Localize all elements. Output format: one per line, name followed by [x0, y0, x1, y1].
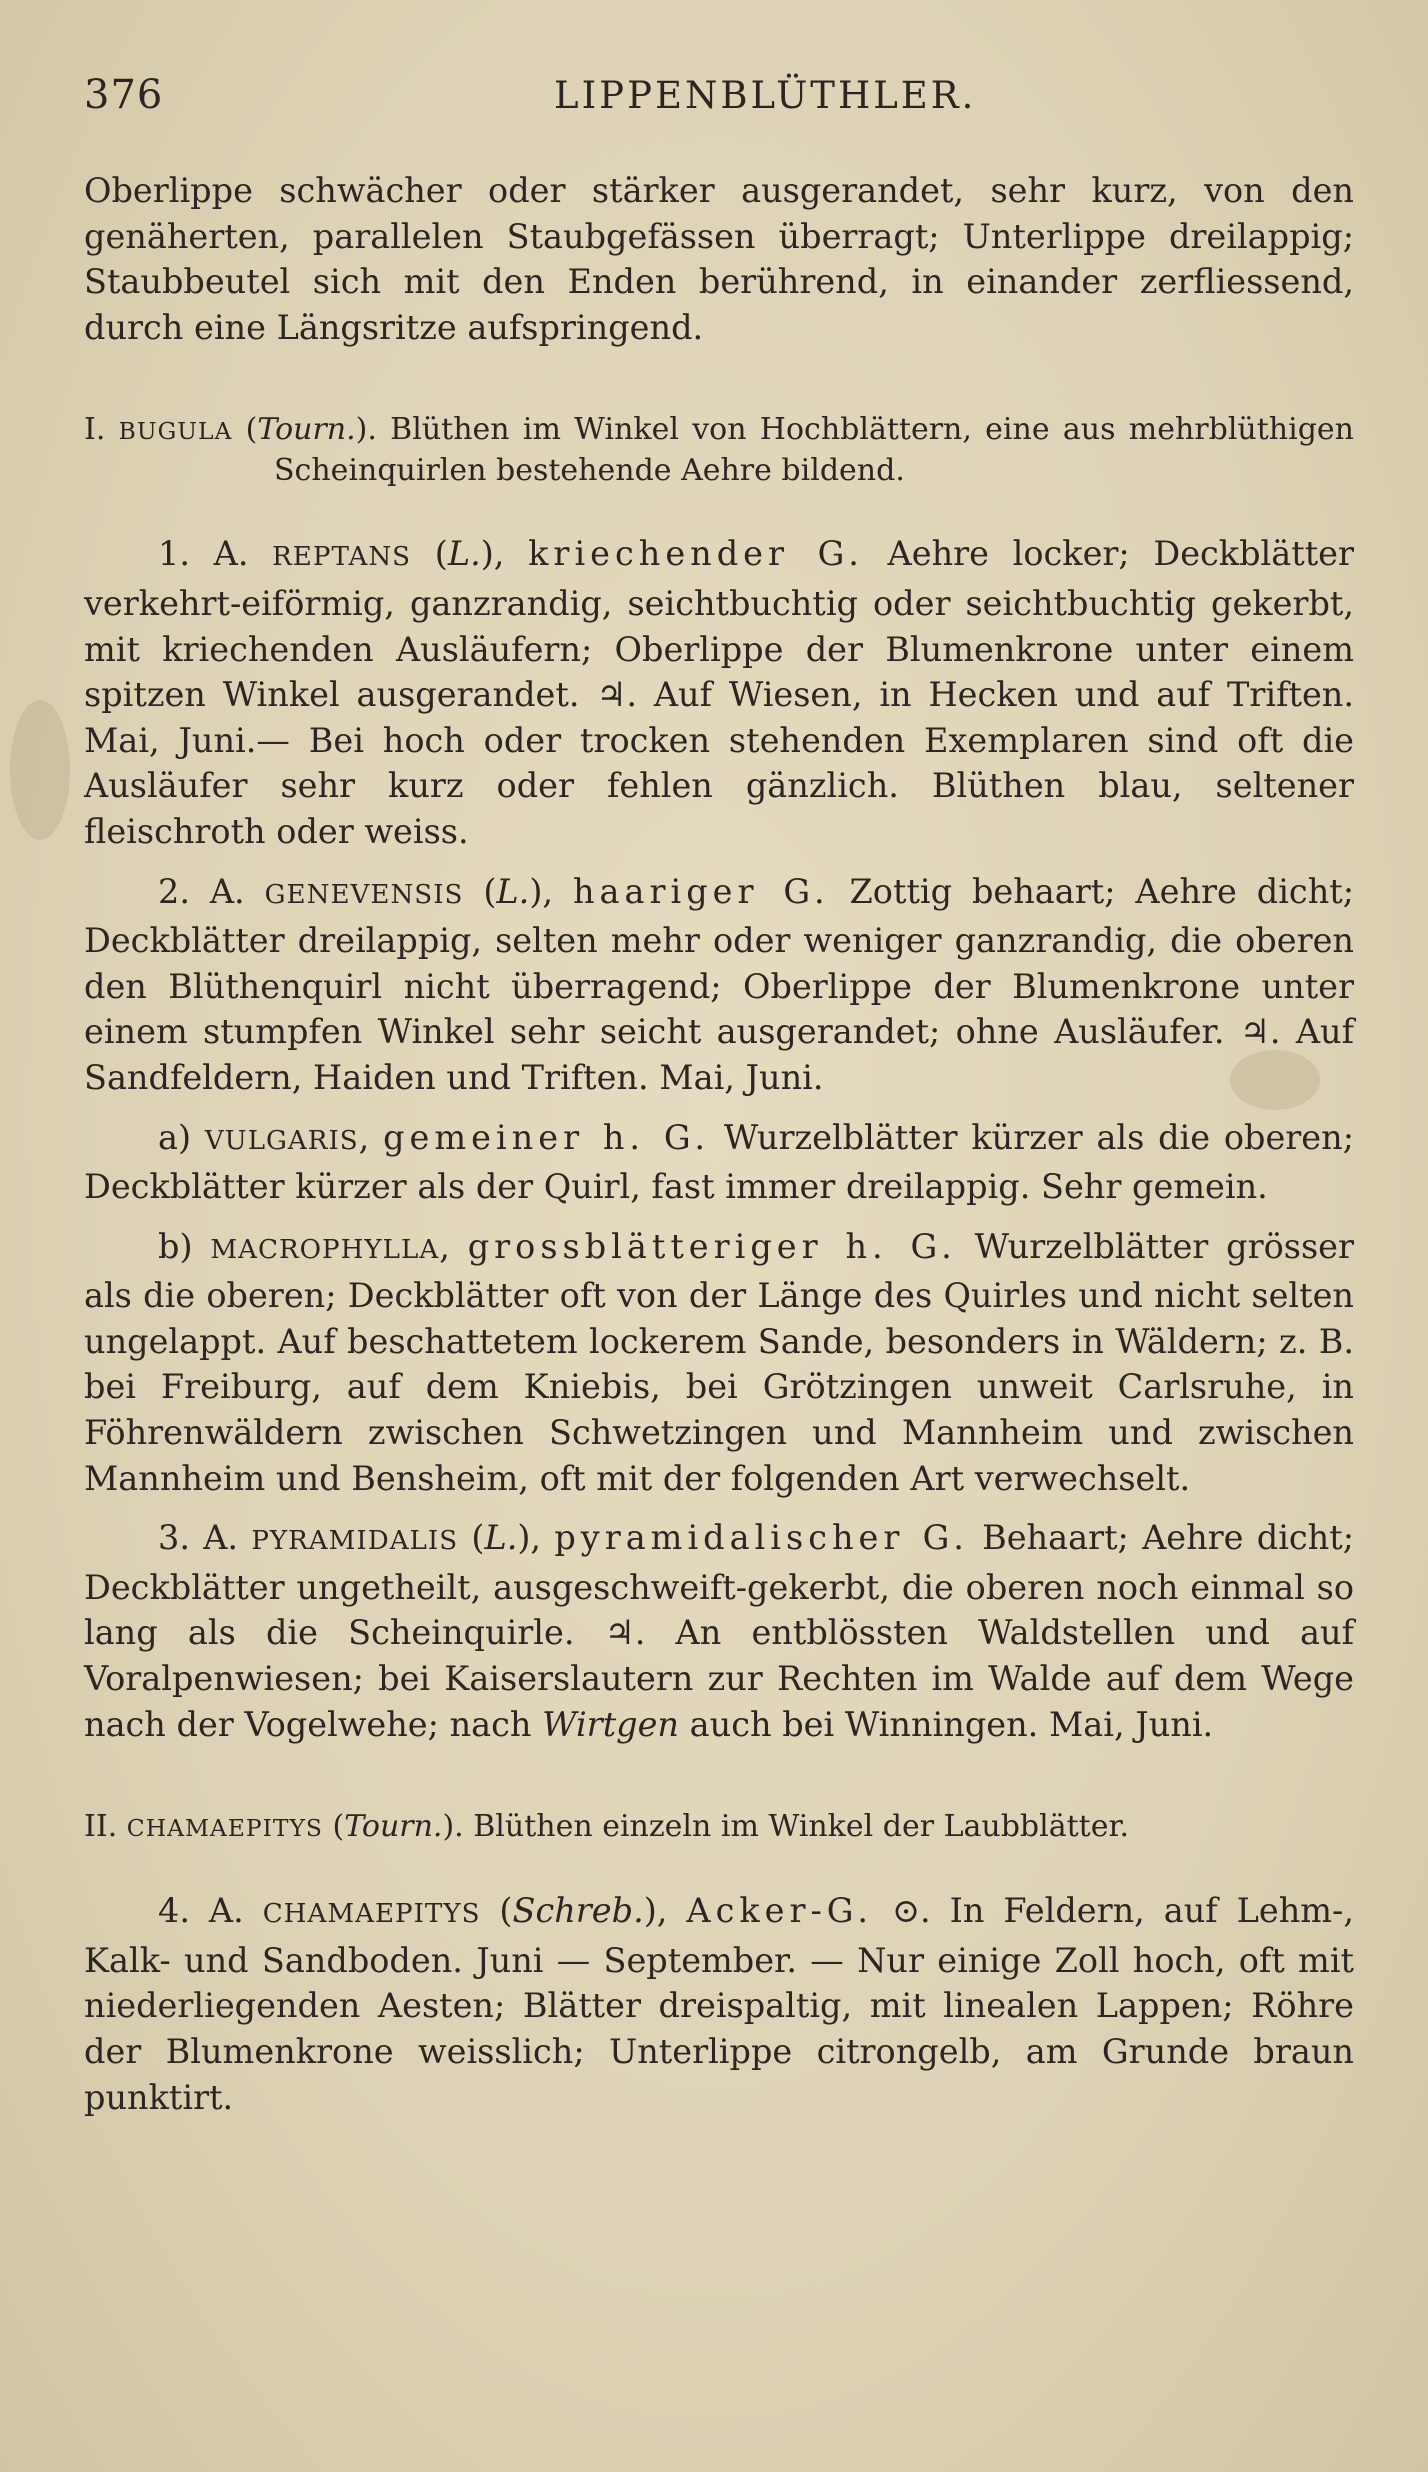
species-number: 4. A. [158, 1891, 244, 1931]
variety-macrophylla: b) MACROPHYLLA, grossblätteriger h. G. Wurzelblätter grösser als die oberen; Deckblätter oft von der Länge des Quirles und nicht selten ungelappt. Auf beschattetem lockerem Sande, besonders in Wäldern; z. B. bei Freiburg, auf dem Kniebis, bei Grötzingen unweit Carlsruhe, in Föhrenwäldern zwischen Schwetzingen und Mannheim und zwischen Mannheim und Bensheim, oft mit der folgenden Art verwechselt. [84, 1226, 1355, 1498]
species-text-end: auch bei Winningen. Mai, Juni. [689, 1704, 1214, 1744]
species-authority: L. [447, 534, 481, 574]
species-common-name: Acker-G. [686, 1891, 874, 1931]
section-text: Blüthen im Winkel von Hochblättern, eine aus mehrblüthigen Scheinquirlen bestehende Aehre bildend. [274, 412, 1354, 489]
variety-name: MACROPHYLLA [210, 1234, 440, 1265]
species-text: Aehre locker; Deckblätter verkehrt-eiförmig, ganzrandig, seichtbuchtig oder seichtbuchtig gekerbt, mit kriechenden Ausläufern; Oberlippe der Blumenkrone unter einem spitzen Winkel ausgerandet. ♃. Auf Wiesen, in Hecken und auf Triften. Mai, Juni.— Bei hoch oder trocken stehenden Exemplaren sind oft die Ausläufer sehr kurz oder fehlen gänzlich. Blüthen blau, seltener fleischroth oder weiss. [84, 534, 1355, 851]
variety-common-name: gemeiner h. G. [383, 1117, 711, 1157]
variety-text: Wurzelblätter kürzer als die oberen; Deckblätter kürzer als der Quirl, fast immer dreilappig. Sehr gemein. [84, 1117, 1354, 1207]
annual-symbol: ⊙. [891, 1891, 931, 1931]
species-text: Behaart; Aehre dicht; Deckblätter ungetheilt, ausgeschweift-gekerbt, die oberen noch einmal so lang als die Scheinquirle. ♃. An entblössten Waldstellen und auf Voralpenwiesen; bei Kaiserslautern zur Rechten im Walde auf dem Wege nach der Vogelwehe; nach [84, 1518, 1354, 1744]
species-text: In Feldern, auf Lehm-, Kalk- und Sandboden. Juni — September. — Nur einige Zoll hoch, oft mit niederliegenden Aesten; Blätter dreispaltig, mit linealen Lappen; Röhre der Blumenkrone weisslich; Unterlippe citrongelb, am Grunde braun punktirt. [84, 1891, 1355, 2117]
section-numeral: II. [84, 1809, 118, 1845]
species-cited-author: Wirtgen [542, 1704, 680, 1744]
section-text: Blüthen einzeln im Winkel der Laubblätter. [473, 1809, 1130, 1845]
section-bugula: I. BUGULA (Tourn.). Blüthen im Winkel von Hochblättern, eine aus mehrblüthigen Scheinquirlen bestehende Aehre bildend. [84, 412, 1354, 489]
species-genevensis: 2. A. GENEVENSIS (L.), haariger G. Zottig behaart; Aehre dicht; Deckblätter dreilappig, selten mehr oder weniger ganzrandig, die oberen den Blüthenquirl nicht überragend; Oberlippe der Blumenkrone unter einem stumpfen Winkel sehr seicht ausgerandet; ohne Ausläufer. ♃. Auf Sandfeldern, Haiden und Triften. Mai, Juni. [84, 871, 1355, 1097]
variety-common-name: grossblätteriger h. G. [467, 1226, 957, 1266]
species-authority: Schreb. [512, 1891, 644, 1931]
species-number: 2. A. [158, 871, 245, 911]
species-text: Zottig behaart; Aehre dicht; Deckblätter dreilappig, selten mehr oder weniger ganzrandig, die oberen den Blüthenquirl nicht überragend; Oberlippe der Blumenkrone unter einem stumpfen Winkel sehr seicht ausgerandet; ohne Ausläufer. ♃. Auf Sandfeldern, Haiden und Triften. Mai, Juni. [84, 871, 1355, 1097]
species-common-name: pyramidalischer G. [554, 1518, 969, 1558]
species-authority: L. [484, 1518, 518, 1558]
variety-label: b) [158, 1226, 193, 1266]
species-common-name: kriechender G. [528, 534, 864, 574]
species-number: 1. A. [158, 534, 249, 574]
variety-vulgaris: a) VULGARIS, gemeiner h. G. Wurzelblätter kürzer als die oberen; Deckblätter kürzer als der Quirl, fast immer dreilappig. Sehr gemein. [84, 1117, 1354, 1207]
intro-paragraph: Oberlippe schwächer oder stärker ausgerandet, sehr kurz, von den genäherten, parallelen Staubgefässen überragt; Unterlippe dreilappig; Staubbeutel sich mit den Enden berührend, in einander zerfliessend, durch eine Längsritze aufspringend. [84, 171, 1354, 347]
species-common-name: haariger G. [572, 871, 830, 911]
species-authority: L. [496, 871, 530, 911]
section-chamaepitys: II. CHAMAEPITYS (Tourn.). Blüthen einzeln im Winkel der Laubblätter. [84, 1809, 1130, 1845]
body-text [84, 168, 1354, 2120]
section-authority: Tourn. [257, 412, 356, 448]
species-name: PYRAMIDALIS [251, 1526, 459, 1557]
page-number: 376 [84, 72, 164, 118]
species-reptans: 1. A. REPTANS (L.), kriechender G. Aehre locker; Deckblätter verkehrt-eiförmig, ganzrandig, seichtbuchtig oder seichtbuchtig gekerbt, mit kriechenden Ausläufern; Oberlippe der Blumenkrone unter einem spitzen Winkel ausgerandet. ♃. Auf Wiesen, in Hecken und auf Triften. Mai, Juni.— Bei hoch oder trocken stehenden Exemplaren sind oft die Ausläufer sehr kurz oder fehlen gänzlich. Blüthen blau, seltener fleischroth oder weiss. [84, 534, 1355, 851]
species-name: CHAMAEPITYS [262, 1899, 481, 1930]
section-numeral: I. [84, 412, 106, 448]
variety-text: Wurzelblätter grösser als die oberen; Deckblätter oft von der Länge des Quirles und nicht selten ungelappt. Auf beschattetem lockerem Sande, besonders in Wäldern; z. B. bei Freiburg, auf dem Kniebis, bei Grötzingen unweit Carlsruhe, in Föhrenwäldern zwischen Schwetzingen und Mannheim und zwischen Mannheim und Bensheim, oft mit der folgenden Art verwechselt. [84, 1226, 1355, 1498]
species-name: REPTANS [272, 542, 412, 573]
variety-label: a) [158, 1117, 192, 1157]
page-header [84, 72, 1354, 132]
running-title: LIPPENBLÜTHLER. [554, 74, 977, 117]
foxing-stain [10, 700, 70, 840]
section-authority: Tourn. [344, 1809, 443, 1845]
species-name: GENEVENSIS [264, 879, 464, 910]
species-chamaepitys: 4. A. CHAMAEPITYS (Schreb.), Acker-G. ⊙. In Feldern, auf Lehm-, Kalk- und Sandboden. Juni — September. — Nur einige Zoll hoch, oft mit niederliegenden Aesten; Blätter dreispaltig, mit linealen Lappen; Röhre der Blumenkrone weisslich; Unterlippe citrongelb, am Grunde braun punktirt. [84, 1891, 1355, 2117]
species-pyramidalis: 3. A. PYRAMIDALIS (L.), pyramidalischer G. Behaart; Aehre dicht; Deckblätter ungetheilt, ausgeschweift-gekerbt, die oberen noch einmal so lang als die Scheinquirle. ♃. An entblössten Waldstellen und auf Voralpenwiesen; bei Kaiserslautern zur Rechten im Walde auf dem Wege nach der Vogelwehe; nach Wirtgen auch bei Winningen. Mai, Juni. [84, 1518, 1354, 1744]
section-name: CHAMAEPITYS [126, 1814, 323, 1843]
section-name: BUGULA [118, 417, 233, 446]
variety-name: VULGARIS [204, 1125, 359, 1156]
species-number: 3. A. [158, 1518, 239, 1558]
